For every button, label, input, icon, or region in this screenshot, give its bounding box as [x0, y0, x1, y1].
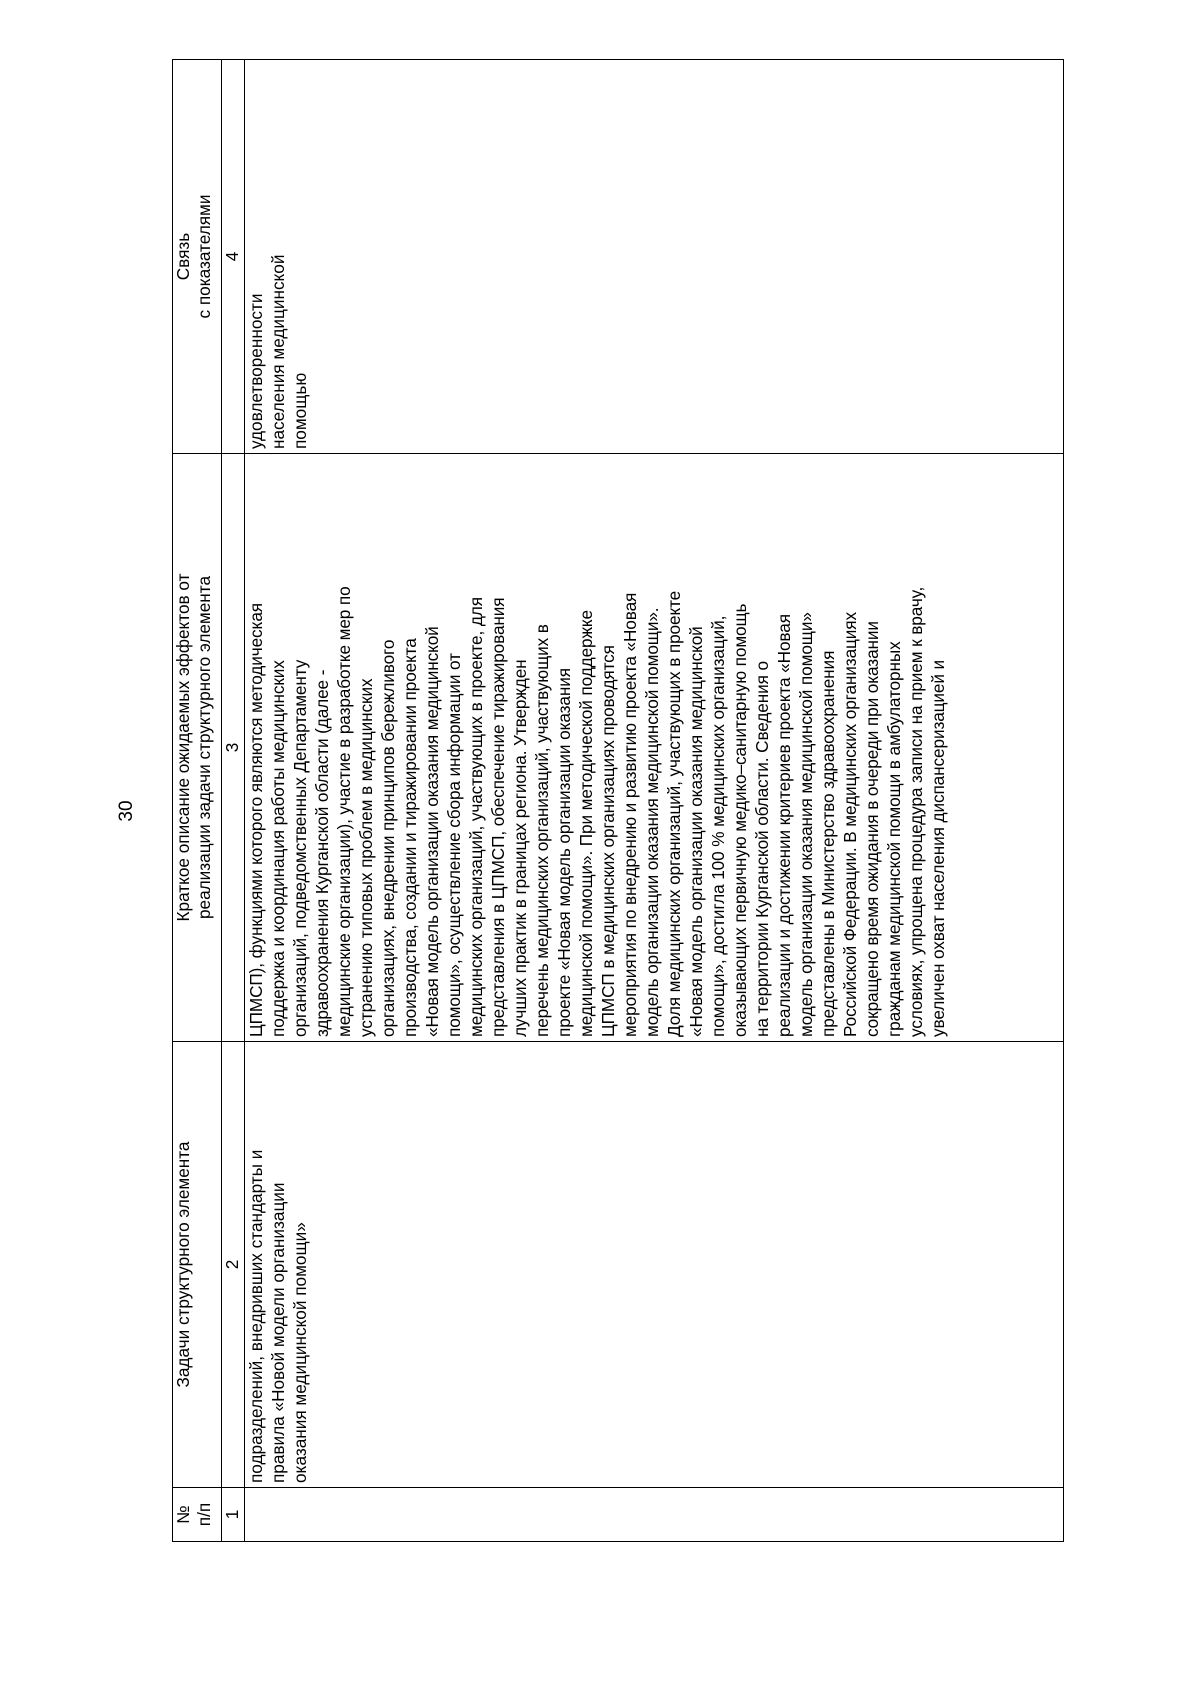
task-cell	[245, 1042, 1064, 1488]
text-line: организациях, внедрении принципов бережливого	[378, 639, 398, 1037]
text-line: Российской Федерации. В медицинских организациях	[840, 612, 860, 1037]
indicator-cell	[245, 60, 1064, 454]
header-indicators-line: Связь	[173, 232, 193, 281]
text-line: производства, создании и тиражировании проекта	[400, 638, 420, 1037]
text-line: поддержка и координация работы медицинских	[268, 660, 288, 1037]
header-effects-line: реализации задачи структурного элемента	[194, 575, 214, 920]
text-line: ЦПМСП), функциями которого являются методическая	[246, 602, 266, 1037]
text-line: реализации и достижении критериев проекта «Новая	[774, 614, 794, 1037]
text-line: модель организации оказания медицинской помощи»	[796, 612, 816, 1037]
text-line: на территории Курганской области. Сведения о	[752, 661, 772, 1037]
text-line: «Новая модель организации оказания медицинской	[422, 626, 442, 1037]
task-text	[245, 1046, 311, 1483]
text-line: «Новая модель организации оказания медицинской	[686, 626, 706, 1037]
table-header-row	[173, 60, 222, 1542]
row-number-cell	[245, 1488, 1064, 1542]
text-line: правила «Новой модели организации	[268, 1182, 288, 1483]
page-number: 30	[116, 800, 137, 822]
text-line: представлены в Министерство здравоохранения	[818, 650, 838, 1037]
text-line: перечень медицинских организаций, участвующих в	[532, 624, 552, 1037]
text-line: мероприятия по внедрению и развитию проекта «Новая	[620, 592, 640, 1037]
text-line: сокращено время ожидания в очереди при оказании	[862, 621, 882, 1037]
text-line: оказывающих первичную медико–санитарную помощь	[730, 603, 750, 1037]
header-effects-line: Краткое описание ожидаемых эффектов от	[173, 573, 193, 922]
header-number	[173, 1488, 222, 1542]
header-indicators	[173, 60, 222, 454]
text-line: медицинские организации), участие в разработке мер по	[334, 586, 354, 1037]
text-line: помощи», достигла 100 % медицинских организаций,	[708, 615, 728, 1037]
header-number-line: п/п	[194, 1502, 214, 1527]
text-line: гражданам медицинской помощи в амбулаторных	[884, 641, 904, 1037]
text-line: устранению типовых проблем в медицинских	[356, 678, 376, 1037]
column-number: 4	[222, 60, 245, 454]
text-line: организаций, подведомственных Департаменту	[290, 659, 310, 1037]
text-line: условиях, упрощена процедура записи на прием к врачу,	[906, 586, 926, 1037]
text-line: представления в ЦПМСП, обеспечение тиражирования	[488, 597, 508, 1037]
effect-text	[245, 458, 949, 1037]
text-line: населения медицинской	[268, 254, 288, 449]
results-table	[172, 59, 1064, 1542]
text-line: модель организации оказания медицинской помощи».	[642, 607, 662, 1037]
text-line: Доля медицинских организаций, участвующих в проекте	[664, 590, 684, 1037]
text-line: помощью	[290, 372, 310, 449]
text-line: помощи», осуществление сбора информации от	[444, 653, 464, 1037]
text-line: лучших практик в границах региона. Утвержден	[510, 659, 530, 1037]
header-indicators-line: с показателями	[194, 194, 214, 319]
text-line: медицинских организаций, участвующих в проекте, для	[466, 597, 486, 1037]
text-line: удовлетворенности	[246, 293, 266, 449]
column-number: 1	[222, 1488, 245, 1542]
header-number-line: №	[173, 1505, 193, 1524]
header-effects	[173, 454, 222, 1042]
text-line: подразделений, внедривших стандарты и	[246, 1149, 266, 1483]
text-line: оказания медицинской помощи»	[290, 1222, 310, 1483]
rotated-page-content	[172, 60, 1064, 1542]
effect-cell	[245, 454, 1064, 1042]
column-numbers-row	[222, 60, 245, 1542]
text-line: увеличен охват населения диспансеризацией и	[928, 659, 948, 1037]
text-line: здравоохранения Курганской области (далее -	[312, 669, 332, 1037]
header-tasks-line: Задачи структурного элемента	[173, 1141, 193, 1388]
text-line: проекте «Новая модель организации оказания	[554, 668, 574, 1037]
indicator-text	[245, 64, 311, 449]
header-tasks	[173, 1042, 222, 1488]
text-line: ЦПМСП в медицинских организациях проводятся	[598, 645, 618, 1037]
column-number: 2	[222, 1042, 245, 1488]
table-row	[245, 60, 1064, 1542]
column-number: 3	[222, 454, 245, 1042]
text-line: медицинской помощи». При методической поддержке	[576, 610, 596, 1037]
